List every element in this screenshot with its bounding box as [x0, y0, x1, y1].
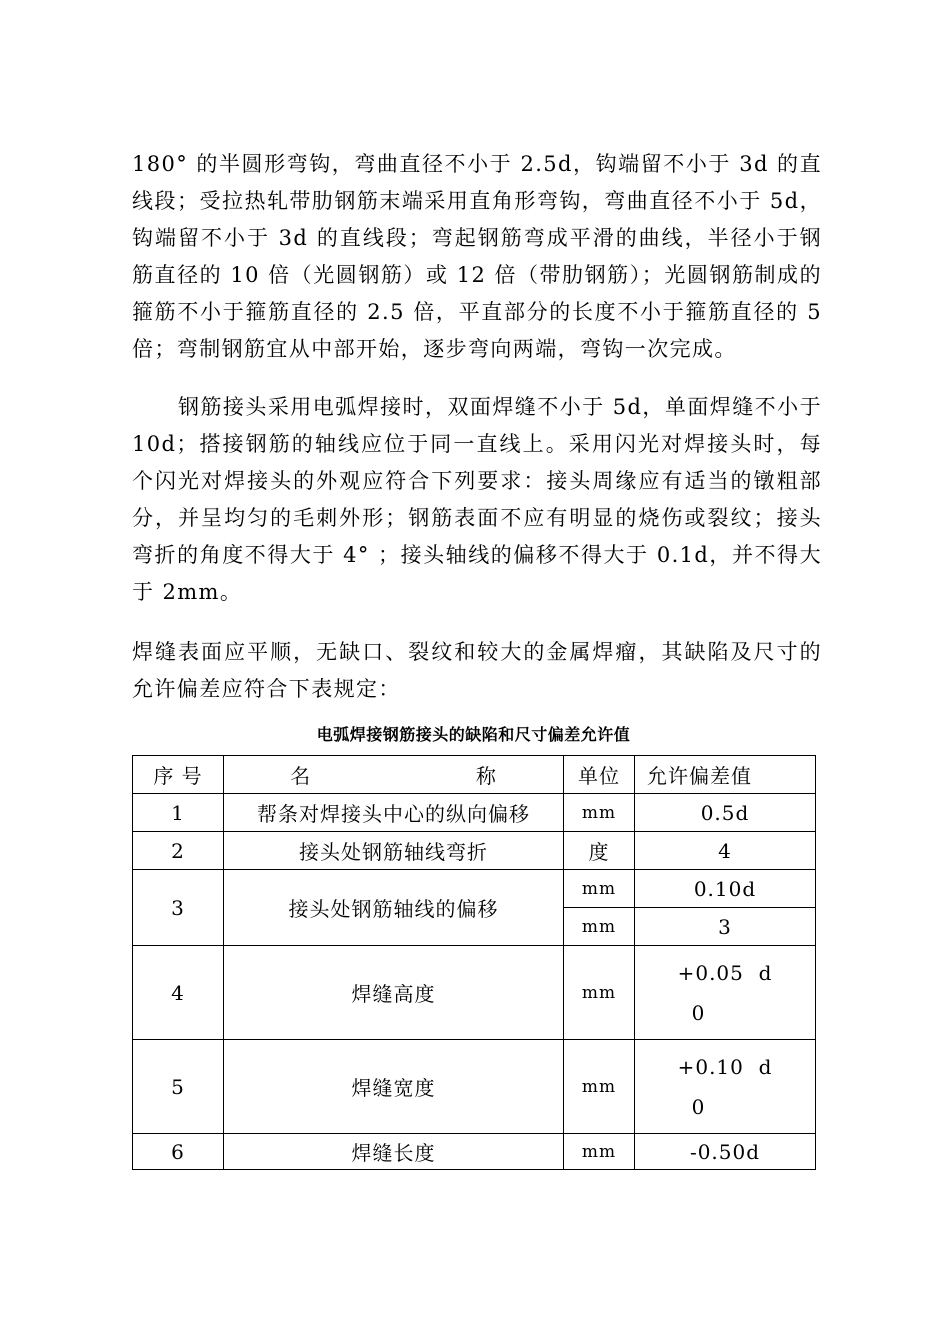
paragraph-weld-surface: 焊缝表面应平顺，无缺口、裂纹和较大的金属焊瘤，其缺陷及尺寸的允许偏差应符合下表规定：: [132, 640, 822, 701]
cell-seq: 3: [133, 870, 224, 946]
cell-unit: mm: [564, 946, 635, 1040]
deviation-line: +0.10 d: [677, 1054, 773, 1079]
cell-name: 接头处钢筋轴线弯折: [224, 832, 564, 870]
cell-name: 焊缝长度: [224, 1134, 564, 1170]
cell-unit: mm: [564, 1134, 635, 1170]
cell-deviation: 4: [635, 832, 816, 870]
deviation-line: 0: [691, 1000, 706, 1025]
cell-unit: mm: [564, 870, 635, 908]
table-row: [133, 794, 816, 832]
deviation-stack: [678, 1047, 773, 1127]
deviation-line: +0.05 d: [677, 960, 773, 985]
header-name-right: 称: [475, 764, 497, 788]
table-row: [133, 870, 816, 908]
cell-name: 焊缝宽度: [224, 1040, 564, 1134]
deviation-table: [132, 755, 816, 1170]
header-deviation: 允许偏差值: [635, 756, 816, 794]
table-row: [133, 946, 816, 1040]
cell-seq: 1: [133, 794, 224, 832]
deviation-stack: [678, 953, 773, 1033]
cell-deviation: 3: [635, 908, 816, 946]
cell-name: 焊缝高度: [224, 946, 564, 1040]
header-seq: 序 号: [133, 756, 224, 794]
cell-seq: 6: [133, 1134, 224, 1170]
cell-unit: mm: [564, 908, 635, 946]
cell-unit: 度: [564, 832, 635, 870]
cell-deviation: -0.50d: [635, 1134, 816, 1170]
cell-name: 帮条对焊接头中心的纵向偏移: [224, 794, 564, 832]
header-unit: 单位: [564, 756, 635, 794]
cell-seq: 5: [133, 1040, 224, 1134]
cell-deviation: [635, 946, 816, 1040]
cell-unit: mm: [564, 794, 635, 832]
deviation-line: 0: [691, 1094, 706, 1119]
header-name: [224, 756, 564, 794]
table-row: [133, 1040, 816, 1134]
paragraph-hook-requirements: 180° 的半圆形弯钩，弯曲直径不小于 2.5d，钩端留不小于 3d 的直线段；受拉热轧带肋钢筋末端采用直角形弯钩，弯曲直径不小于 5d，钩端留不小于 3d 的直线段；弯起钢筋弯成平滑的曲线，半径小于钢筋直径的 10 倍（光圆钢筋）或 12 倍（带肋钢筋）；光圆钢筋制成的箍筋不小于箍筋直径的 2.5 倍，平直部分的长度不小于箍筋直径的 5 倍；弯制钢筋宜从中部开始，逐步弯向两端，弯钩一次完成。: [132, 152, 822, 361]
cell-deviation: 0.5d: [635, 794, 816, 832]
cell-seq: 4: [133, 946, 224, 1040]
cell-deviation: [635, 1040, 816, 1134]
cell-name: 接头处钢筋轴线的偏移: [224, 870, 564, 946]
table-header-row: [133, 756, 816, 794]
header-name-left: 名: [290, 764, 312, 788]
paragraph-welding-joints: 钢筋接头采用电弧焊接时，双面焊缝不小于 5d，单面焊缝不小于 10d；搭接钢筋的轴线应位于同一直线上。采用闪光对焊接头时，每个闪光对焊接头的外观应符合下列要求：接头周缘应有适当的镦粗部分，并呈均匀的毛刺外形；钢筋表面不应有明显的烧伤或裂纹；接头弯折的角度不得大于 4° ；接头轴线的偏移不得大于 0.1d，并不得大于 2mm。: [132, 395, 822, 604]
table-caption: 电弧焊接钢筋接头的缺陷和尺寸偏差允许值: [316, 725, 631, 744]
table-row: [133, 832, 816, 870]
table-row: [133, 1134, 816, 1170]
cell-unit: mm: [564, 1040, 635, 1134]
cell-seq: 2: [133, 832, 224, 870]
cell-deviation: 0.10d: [635, 870, 816, 908]
